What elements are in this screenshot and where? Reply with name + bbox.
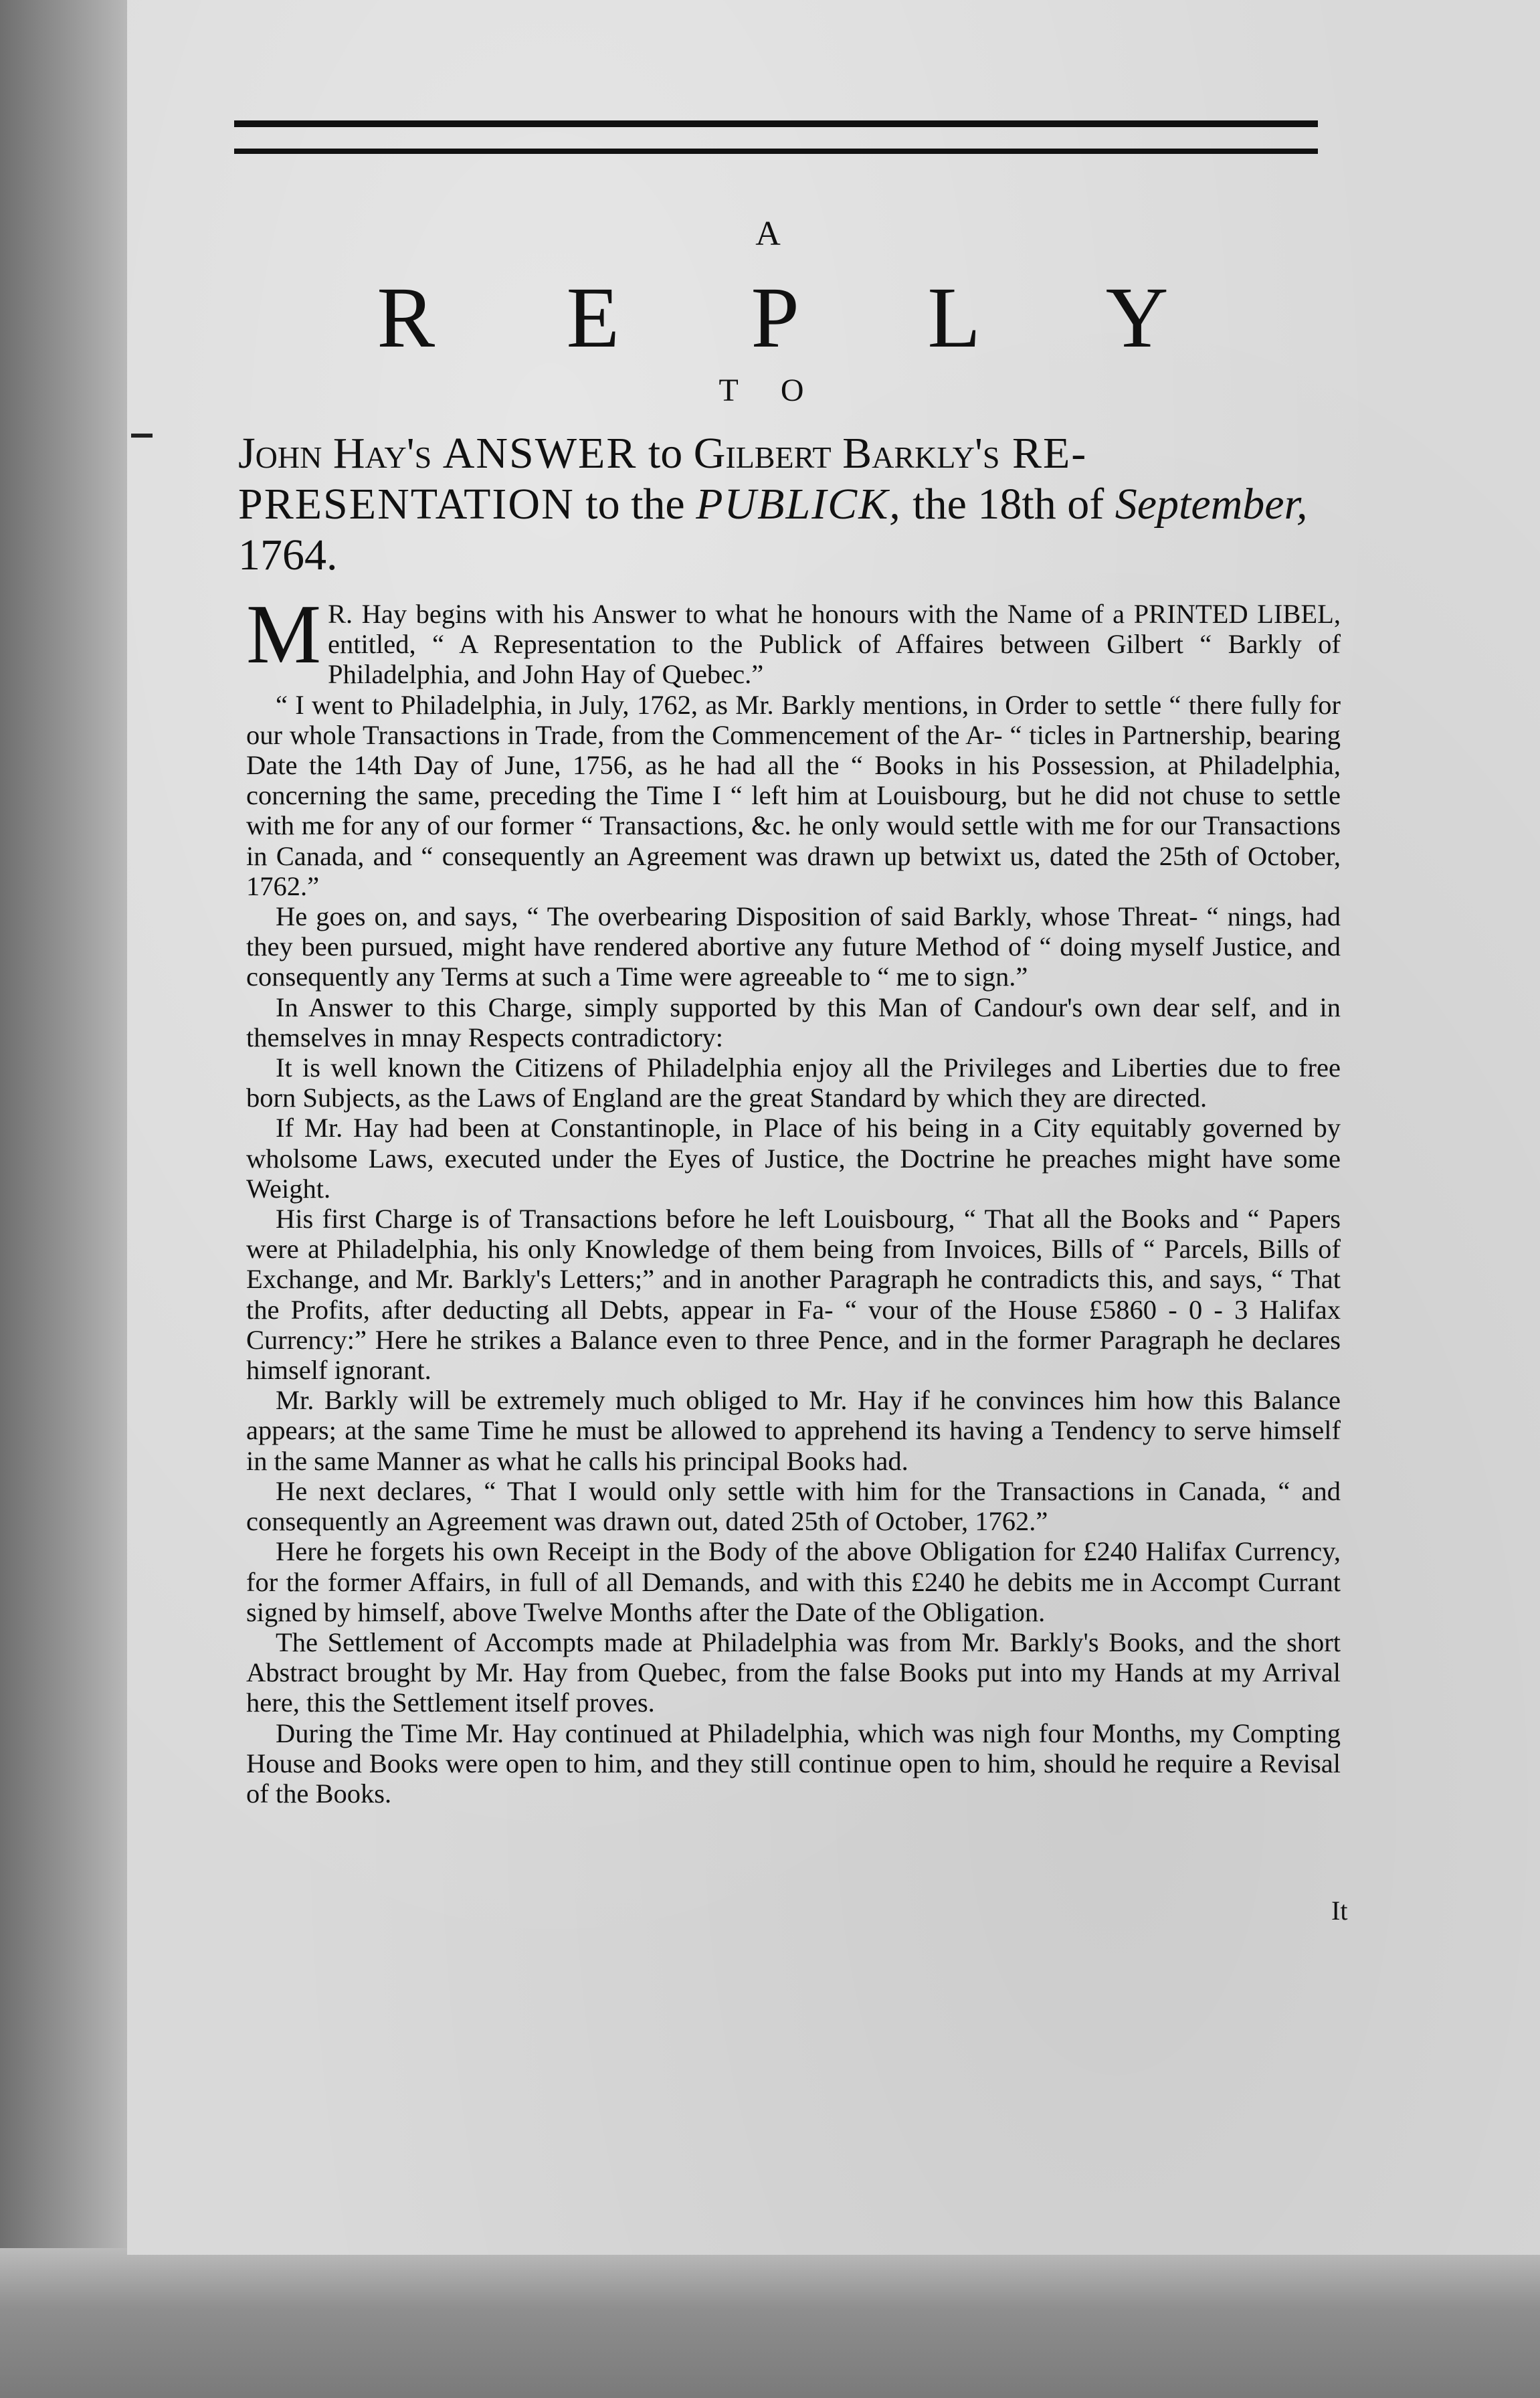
title-article: A: [755, 215, 785, 253]
paragraph: Here he forgets his own Receipt in the Body of the above Obligation for £240 Halifax Currency, for the former Affairs, in full of all Demands, and with this £240 he debits me in Accompt Currant signed by himself, above Twelve Months after the Date of the Obligation.: [246, 1536, 1341, 1627]
paragraph: Mr. Barkly will be extremely much obliged to Mr. Hay if he convinces him how this Balance appears; at the same Time he must be allowed to apprehend its having a Tendency to serve himself in the same Manner as what he calls his principal Books had.: [246, 1385, 1341, 1476]
subtitle-part: RE-PRESENTATION: [238, 429, 1088, 529]
top-double-rule-upper: [234, 120, 1318, 127]
paragraph: During the Time Mr. Hay continued at Philadelphia, which was nigh four Months, my Compting House and Books were open to him, and they still continue open to him, should he require a Revisal of the Books.: [246, 1718, 1341, 1809]
paragraph: It is well known the Citizens of Philadelphia enjoy all the Privileges and Liberties due to free born Subjects, as the Laws of England are the great Standard by which they are directed.: [246, 1052, 1341, 1113]
catchword: It: [1331, 1896, 1348, 1926]
subtitle-part: the 18th of: [901, 480, 1115, 529]
paragraph: He next declares, “ That I would only settle with him for the Transactions in Canada, “ and consequently an Agreement was drawn out, dated 25th of October, 1762.”: [246, 1475, 1341, 1537]
top-double-rule-lower: [234, 149, 1318, 154]
paragraph: If Mr. Hay had been at Constantinople, in Place of his being in a City equitably governed by wholsome Laws, executed under the Eyes of Justice, the Doctrine he preaches might have some Weight.: [246, 1113, 1341, 1204]
paragraph: “ I went to Philadelphia, in July, 1762, as Mr. Barkly mentions, in Order to settle “ there fully for our whole Transactions in Trade, from the Commencement of the Ar- “ ticles in Partnership, bearing Date the 14th Day of June, 1756, as he had all the “ Books in his Possession, at Philadelphia, concerning the same, preceding the Time I “ left him at Louisbourg, but he did not chuse to settle with me for any of our former “ Transactions, &c. he only would settle with me for our Transactions in Canada, and “ consequently an Agreement was drawn up betwixt us, dated the 25th of October, 1762.”: [246, 689, 1341, 901]
subtitle-part: to the: [574, 480, 696, 529]
scan-bottom-margin: [0, 2248, 1540, 2398]
body-text: [246, 588, 1341, 1809]
subtitle-part: 1764.: [238, 531, 338, 579]
paragraph: [246, 588, 1341, 690]
subtitle-part: September,: [1115, 480, 1308, 529]
subtitle-part: Gilbert Barkly's: [693, 429, 1000, 478]
title-to: T O: [718, 373, 822, 408]
margin-mark: [131, 434, 153, 438]
paragraph-text: R. Hay begins with his Answer to what he honours with the Name of a PRINTED LIBEL, entitled, “ A Representation to the Publick of Affaires between Gilbert “ Barkly of Philadelphia, and John Hay of Quebec.”: [328, 599, 1341, 690]
subtitle-part: to: [637, 429, 694, 478]
page-title: R E P L Y: [377, 270, 1224, 366]
drop-cap: M: [246, 588, 322, 681]
paragraph: His first Charge is of Transactions before he left Louisbourg, “ That all the Books and “ Papers were at Philadelphia, his only Knowledge of them being from Invoices, Bills of “ Parcels, Bills of Exchange, and Mr. Barkly's Letters;” and in another Paragraph he contradicts this, and says, “ That the Profits, after deducting all Debts, appear in Fa- “ vour of the House £5860 - 0 - 3 Halifax Currency:” Here he strikes a Balance even to three Pence, and in the former Paragraph he declares himself ignorant.: [246, 1204, 1341, 1386]
paragraph: The Settlement of Accompts made at Philadelphia was from Mr. Barkly's Books, and the short Abstract brought by Mr. Hay from Quebec, from the false Books put into my Hands at my Arrival here, this the Settlement itself proves.: [246, 1627, 1341, 1718]
paragraph: He goes on, and says, “ The overbearing Disposition of said Barkly, whose Threat- “ nings, had they been pursued, might have rendered abortive any future Method of “ doing myself Justice, and consequently any Terms at such a Time were agreeable to “ me to sign.”: [246, 901, 1341, 992]
paragraph: In Answer to this Charge, simply supported by this Man of Candour's own dear self, and in themselves in mnay Respects contradictory:: [246, 992, 1341, 1052]
subtitle-part: ANSWER: [442, 429, 638, 478]
subtitle-part: PUBLICK,: [696, 480, 902, 529]
subtitle: [238, 428, 1335, 581]
subtitle-part: John Hay's: [238, 429, 443, 478]
